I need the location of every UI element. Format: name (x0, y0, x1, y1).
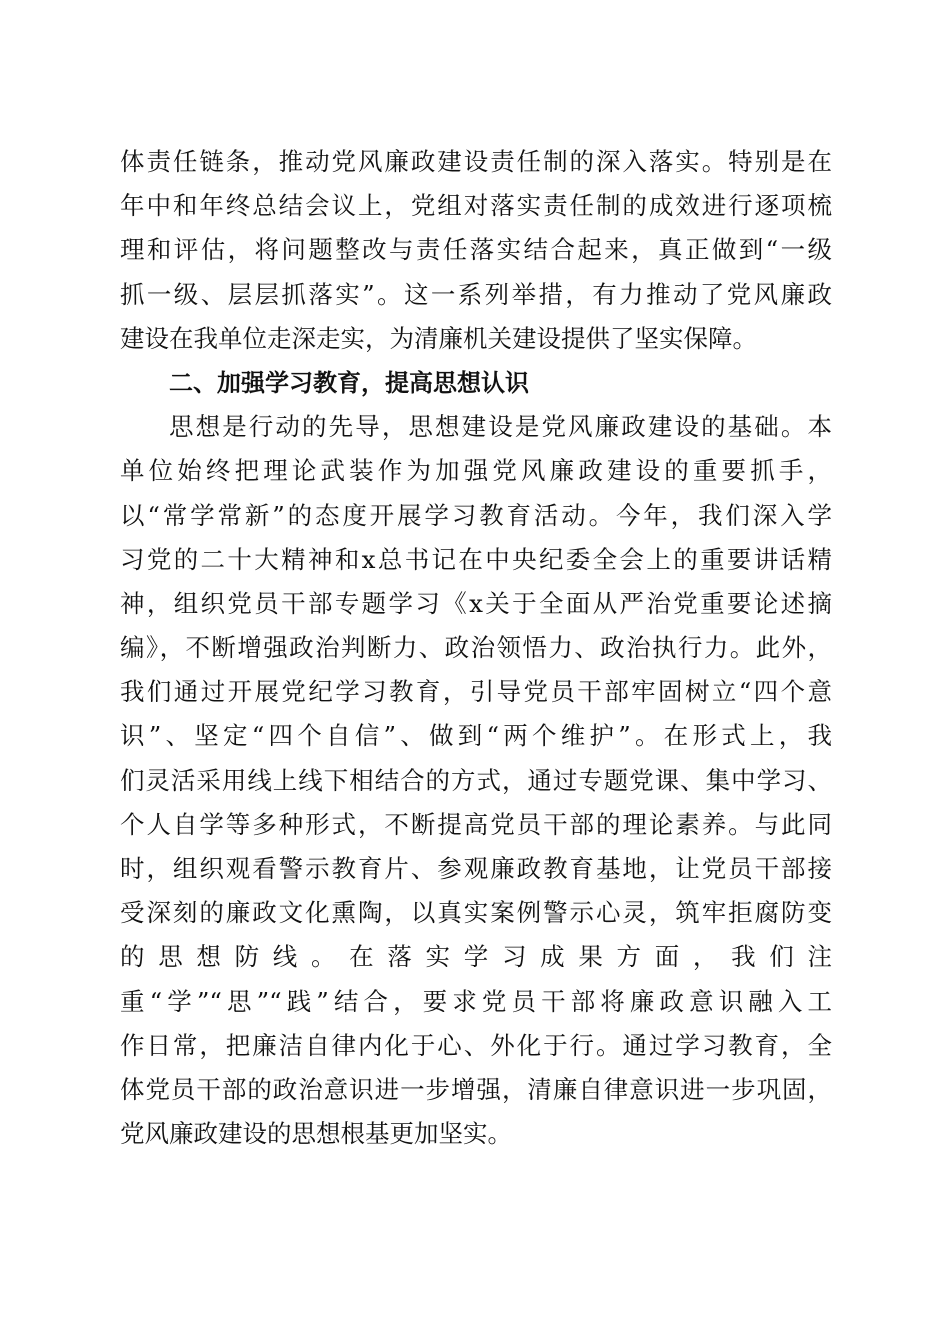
text-line: 以“常学常新”的态度开展学习教育活动。今年，我们深入学 (120, 500, 832, 530)
text-line: 的思想防线。在落实学习成果方面，我们注 (120, 942, 832, 972)
document-body (120, 140, 832, 1156)
text-line: 我们通过开展党纪学习教育，引导党员干部牢固树立“四个意 (120, 677, 832, 707)
paragraph-1 (120, 140, 832, 361)
text-line: 习党的二十大精神和x总书记在中央纪委全会上的重要讲话精 (120, 544, 832, 574)
text-line: 体责任链条，推动党风廉政建设责任制的深入落实。特别是在 (120, 147, 832, 176)
text-line: 理和评估，将问题整改与责任落实结合起来，真正做到“一级 (120, 235, 832, 265)
text-line: 年中和年终总结会议上，党组对落实责任制的成效进行逐项梳 (120, 191, 832, 221)
text-line: 编》，不断增强政治判断力、政治领悟力、政治执行力。此外， (120, 633, 832, 663)
text-line: 个人自学等多种形式，不断提高党员干部的理论素养。与此同 (120, 809, 832, 839)
text-line: 们灵活采用线上线下相结合的方式，通过专题党课、集中学习、 (120, 765, 832, 795)
paragraph-2 (120, 405, 832, 1156)
section-heading: 二、加强学习教育，提高思想认识 (169, 368, 529, 397)
text-line: 神，组织党员干部专题学习《x关于全面从严治党重要论述摘 (120, 588, 832, 618)
text-line: 重“学”“思”“践”结合，要求党员干部将廉政意识融入工 (120, 986, 832, 1016)
text-line: 识”、坚定“四个自信”、做到“两个维护”。在形式上，我 (120, 721, 832, 751)
text-line: 体党员干部的政治意识进一步增强，清廉自律意识进一步巩固， (120, 1074, 832, 1104)
text-line: 时，组织观看警示教育片、参观廉政教育基地，让党员干部接 (120, 854, 832, 883)
text-line: 抓一级、层层抓落实”。这一系列举措，有力推动了党风廉政 (120, 279, 832, 309)
text-line: 受深刻的廉政文化熏陶，以真实案例警示心灵，筑牢拒腐防变 (120, 898, 832, 928)
text-line: 党风廉政建设的思想根基更加坚实。 (120, 1119, 512, 1149)
text-line: 作日常，把廉洁自律内化于心、外化于行。通过学习教育，全 (120, 1030, 832, 1060)
text-line: 单位始终把理论武装作为加强党风廉政建设的重要抓手， (120, 456, 832, 486)
text-line: 思想是行动的先导，思想建设是党风廉政建设的基础。本 (169, 412, 832, 442)
text-line: 建设在我单位走深走实，为清廉机关建设提供了坚实保障。 (120, 323, 757, 353)
